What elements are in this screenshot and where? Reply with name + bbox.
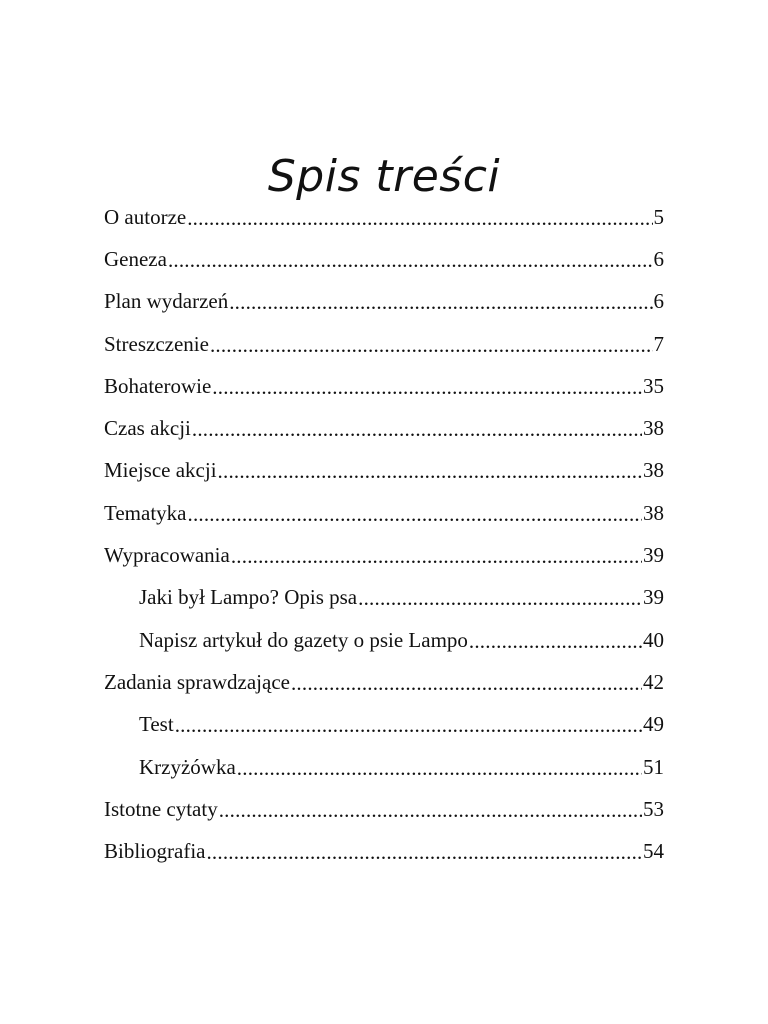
dot-leader [469,631,642,652]
toc-entry-title: Czas akcji [104,416,191,441]
toc-entry-title: Miejsce akcji [104,458,217,483]
toc-entry-page-number: 54 [643,839,664,864]
toc-entry-page-number: 49 [643,712,664,737]
toc-entry[interactable] [104,788,664,830]
toc-entry-page-number: 7 [653,331,664,356]
toc-entry[interactable] [104,534,664,576]
toc-entry-page-number: 35 [643,373,664,398]
toc-entry-title: Bibliografia [104,839,206,864]
toc-entry-page-number: 38 [643,500,664,525]
toc-entry-page-number: 39 [643,585,664,610]
dot-leader [219,800,642,821]
toc-entry[interactable] [104,323,664,365]
dot-leader [237,758,642,779]
toc-entry[interactable] [104,619,664,661]
toc-entry-title: Wypracowania [104,543,230,568]
toc-entry-title: Geneza [104,246,167,271]
toc-entry-title: Jaki był Lampo? Opis psa [139,585,358,610]
dot-leader [218,461,642,482]
dot-leader [358,588,642,609]
toc-entry[interactable] [104,407,664,449]
toc-entry[interactable] [104,492,664,534]
toc-entry-page-number: 38 [643,416,664,441]
toc-entry-page-number: 40 [643,627,664,652]
toc-entry-page-number: 38 [643,458,664,483]
dot-leader [229,292,652,313]
toc-entry[interactable] [104,577,664,619]
toc-entry-page-number: 6 [653,246,664,271]
toc-entry-title: Napisz artykuł do gazety o psie Lampo [139,627,468,652]
dot-leader [231,546,642,567]
dot-leader [206,842,642,863]
toc-entry-title: Istotne cytaty [104,796,218,821]
toc-entry-title: Plan wydarzeń [104,289,229,314]
toc-entry[interactable] [104,281,664,323]
toc-entry-page-number: 6 [653,289,664,314]
toc-entry[interactable] [104,365,664,407]
toc-entry[interactable] [104,238,664,280]
toc-entry-title: Streszczenie [104,331,209,356]
toc-entry[interactable] [104,746,664,788]
toc-entry-title: Tematyka [104,500,187,525]
toc-entry-page-number: 39 [643,543,664,568]
dot-leader [192,419,642,440]
toc-entry-title: Test [139,712,174,737]
dot-leader [168,250,653,271]
dot-leader [291,673,642,694]
toc-entry-page-number: 51 [643,754,664,779]
dot-leader [188,504,643,525]
dot-leader [212,377,642,398]
toc-entry-page-number: 5 [653,204,664,229]
dot-leader [175,715,642,736]
toc-entry[interactable] [104,661,664,703]
toc-entry[interactable] [104,830,664,872]
dot-leader [210,335,653,356]
toc-entry[interactable] [104,196,664,238]
toc-entry-title: Bohaterowie [104,373,212,398]
toc-entry-title: O autorze [104,204,187,229]
toc-entry-title: Zadania sprawdzające [104,669,290,694]
toc-entry[interactable] [104,704,664,746]
dot-leader [187,208,652,229]
toc-entry-page-number: 42 [643,669,664,694]
toc-entry[interactable] [104,450,664,492]
page-title: Spis treści [267,151,501,203]
table-of-contents [104,196,664,873]
toc-entry-title: Krzyżówka [139,754,236,779]
toc-entry-page-number: 53 [643,796,664,821]
